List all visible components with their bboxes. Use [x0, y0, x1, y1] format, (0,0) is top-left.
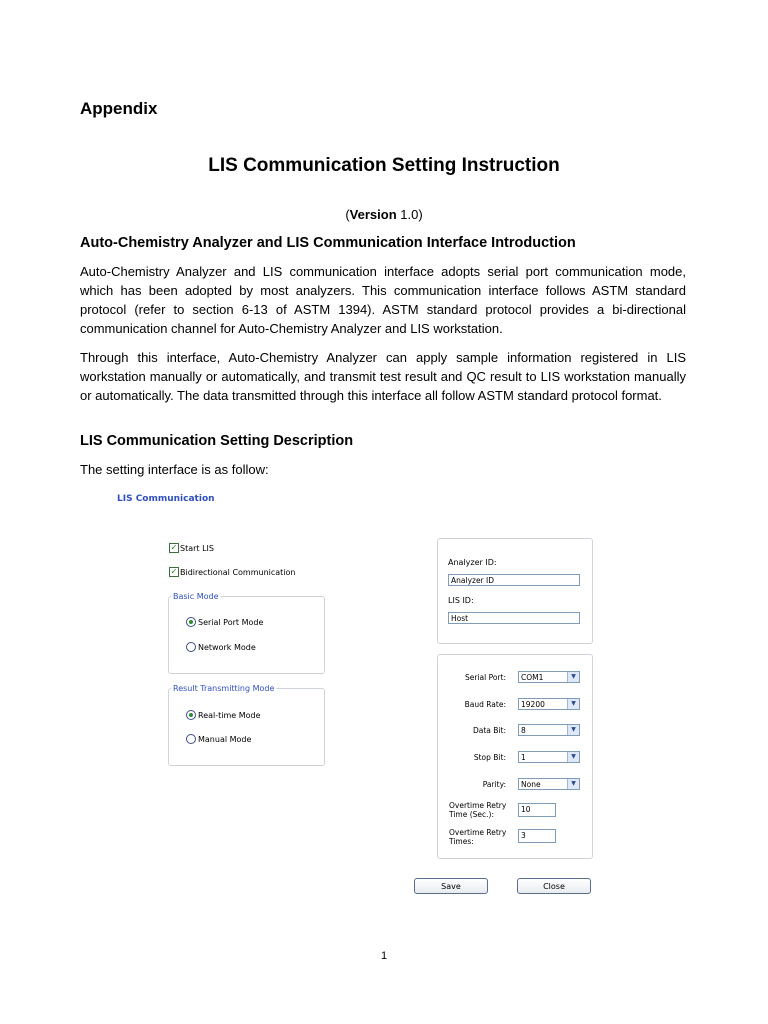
overtime-retry-times-label — [449, 828, 506, 846]
section-heading-setting-description: LIS Communication Setting Description — [80, 433, 354, 449]
parity-value: None — [521, 780, 541, 789]
baud-rate-select[interactable] — [518, 698, 580, 710]
overtime-retry-time-label-line2: Time (Sec.): — [449, 810, 494, 819]
bidirectional-label: Bidirectional Communication — [180, 568, 296, 577]
result-transmitting-mode-group — [168, 688, 325, 766]
basic-mode-group — [168, 596, 325, 674]
page-number: 1 — [380, 950, 388, 962]
analyzer-id-label: Analyzer ID: — [448, 558, 497, 567]
lis-id-input[interactable]: Host — [448, 612, 580, 624]
overtime-retry-times-label-line2: Times: — [449, 837, 474, 846]
overtime-retry-times-input[interactable]: 3 — [518, 829, 556, 843]
analyzer-id-input[interactable]: Analyzer ID — [448, 574, 580, 586]
id-panel — [437, 538, 593, 644]
data-bit-label: Data Bit: — [473, 726, 506, 735]
overtime-retry-time-label-line1: Overtime Retry — [449, 801, 507, 810]
stop-bit-select[interactable] — [518, 751, 580, 763]
chevron-down-icon: ▼ — [567, 672, 579, 682]
parity-label: Parity: — [482, 780, 506, 789]
chevron-down-icon: ▼ — [567, 752, 579, 762]
real-time-mode-radio[interactable] — [186, 710, 196, 720]
chevron-down-icon: ▼ — [567, 725, 579, 735]
stop-bit-value: 1 — [521, 753, 526, 762]
paragraph-interface: Through this interface, Auto-Chemistry Analyzer can apply sample information registered in LIS workstation manually or automatically, and transmit test result and QC result to LIS workstation manually or automatically. The data transmitted through this interface all follow ASTM standard protocol format. — [80, 350, 686, 403]
network-mode-radio[interactable] — [186, 642, 196, 652]
baud-rate-value: 19200 — [521, 700, 545, 709]
manual-mode-radio[interactable] — [186, 734, 196, 744]
serial-port-select[interactable] — [518, 671, 580, 683]
start-lis-checkbox[interactable]: ✓ — [170, 543, 178, 552]
version-number: 1.0 — [396, 207, 419, 222]
dialog-title: LIS Communication — [117, 494, 215, 504]
chevron-down-icon: ▼ — [567, 699, 579, 709]
paragraph-setting-interface: The setting interface is as follow: — [80, 462, 269, 477]
save-button[interactable]: Save — [414, 878, 488, 894]
real-time-mode-label: Real-time Mode — [198, 711, 261, 720]
serial-port-mode-label: Serial Port Mode — [198, 618, 264, 627]
lis-id-label: LIS ID: — [448, 596, 474, 605]
serial-port-value: COM1 — [521, 673, 544, 682]
manual-mode-label: Manual Mode — [198, 735, 252, 744]
data-bit-select[interactable] — [518, 724, 580, 736]
baud-rate-label: Baud Rate: — [464, 700, 506, 709]
document-title: LIS Communication Setting Instruction — [208, 155, 560, 176]
overtime-retry-time-input[interactable]: 10 — [518, 803, 556, 817]
overtime-retry-time-label — [449, 801, 506, 819]
serial-port-mode-radio[interactable] — [186, 617, 196, 627]
parity-select[interactable] — [518, 778, 580, 790]
start-lis-label: Start LIS — [180, 544, 214, 553]
data-bit-value: 8 — [521, 726, 526, 735]
version-open-paren: ( — [345, 207, 350, 222]
section-heading-interface-intro: Auto-Chemistry Analyzer and LIS Communication Interface Introduction — [80, 235, 576, 251]
serial-port-label: Serial Port: — [464, 673, 506, 682]
stop-bit-label: Stop Bit: — [473, 753, 506, 762]
network-mode-label: Network Mode — [198, 643, 256, 652]
version-line — [0, 207, 768, 222]
bidirectional-checkbox[interactable]: ✓ — [170, 567, 178, 576]
version-word: Version — [349, 207, 397, 222]
overtime-retry-times-label-line1: Overtime Retry — [449, 828, 507, 837]
appendix-heading: Appendix — [80, 99, 158, 118]
result-transmitting-mode-legend: Result Transmitting Mode — [173, 684, 275, 693]
chevron-down-icon: ▼ — [567, 779, 579, 789]
close-button[interactable]: Close — [517, 878, 591, 894]
basic-mode-legend: Basic Mode — [173, 592, 219, 601]
version-close-paren: ) — [418, 207, 423, 222]
paragraph-intro: Auto-Chemistry Analyzer and LIS communication interface adopts serial port communication mode, which has been adopted by most analyzers. This communication interface follows ASTM standard protocol (refer to section 6-13 of ASTM 1394). ASTM standard protocol provides a bi-directional communication channel for Auto-Chemistry Analyzer and LIS workstation. — [80, 264, 686, 336]
